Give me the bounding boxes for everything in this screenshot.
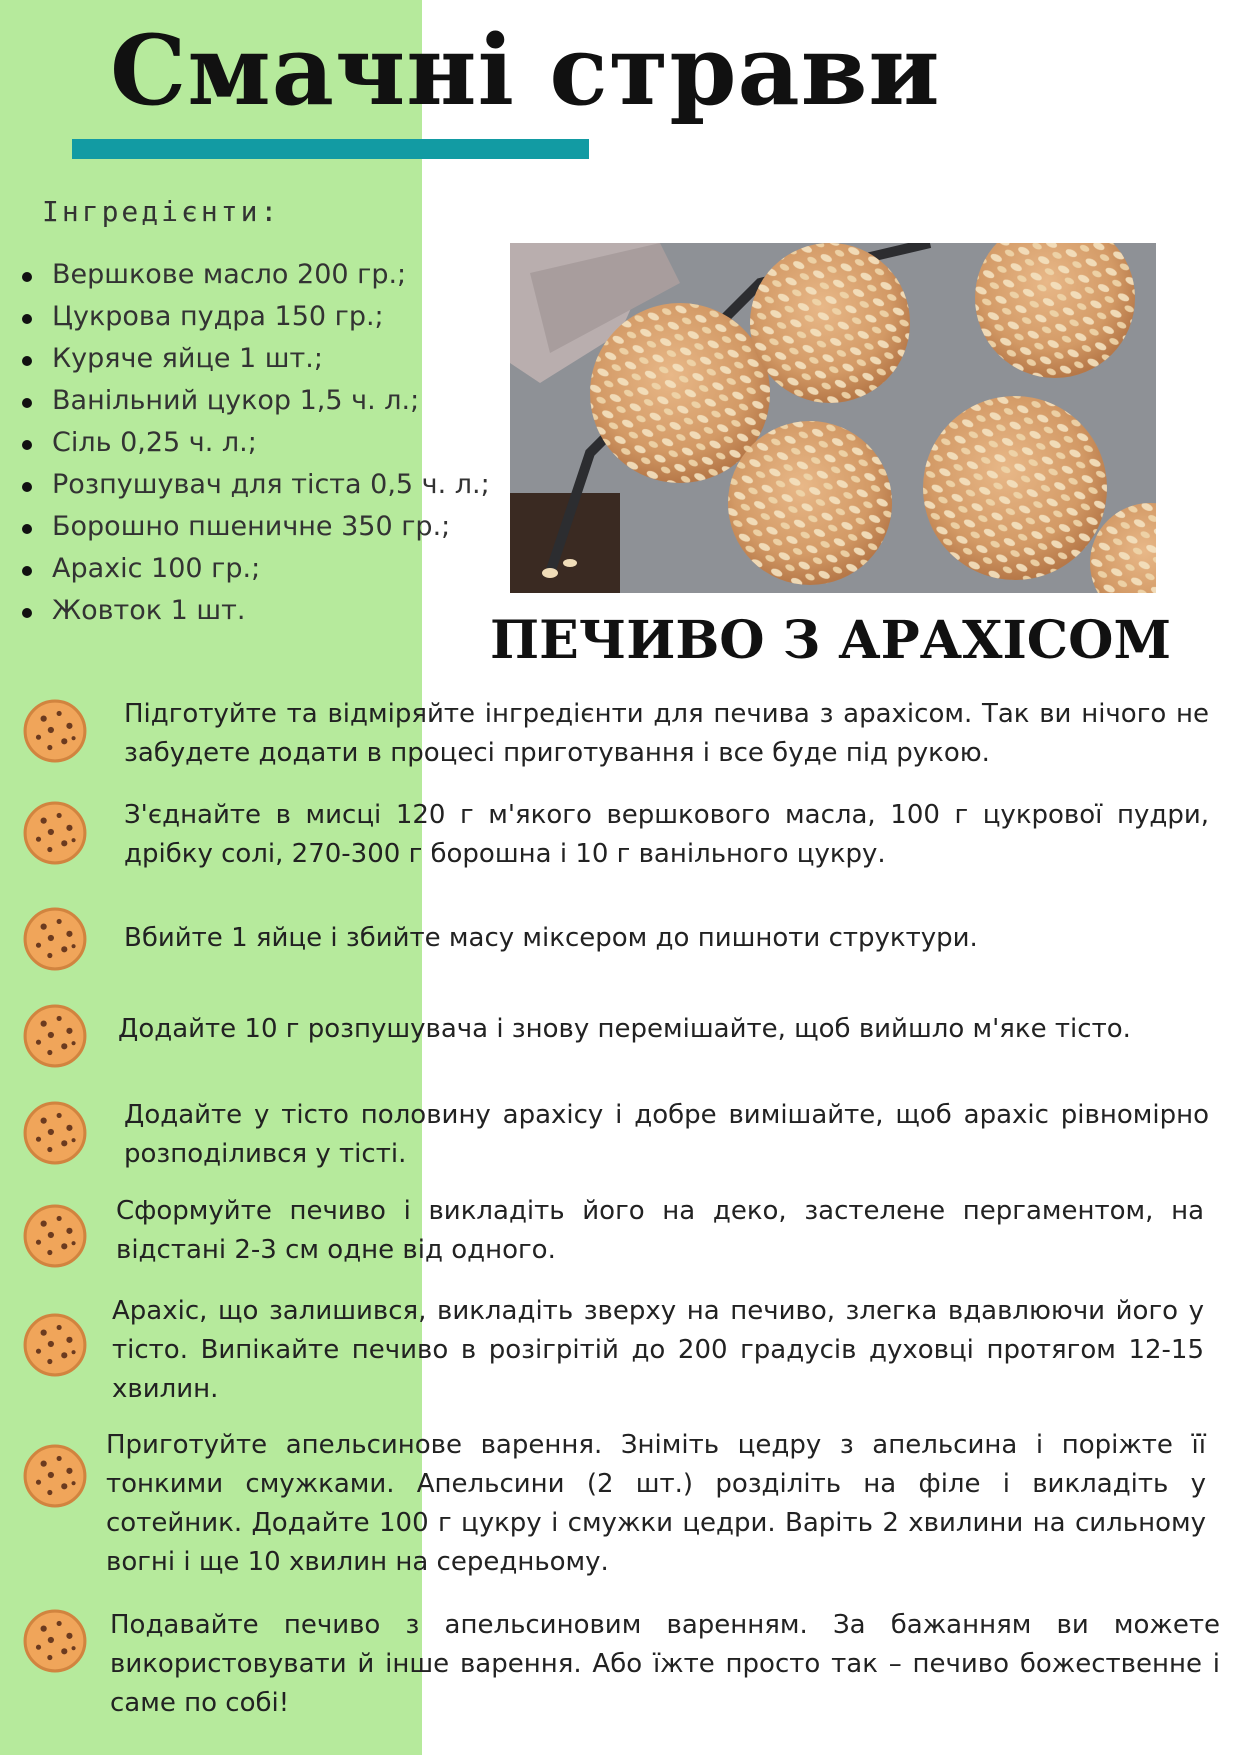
step-1-text: Підготуйте та відміряйте інгредієнти для печива з арахісом. Так ви нічого не забудете додати в процесі приготування і все буде під рукою. <box>124 699 1209 768</box>
ingredient-item: Цукрова пудра 150 гр.; <box>18 296 498 338</box>
step-8-text: Приготуйте апельсинове варення. Зніміть цедру з апельсина і поріжте її тонкими смужками. Апельсини (2 шт.) розділіть на філе і викладіть у сотейник. Додайте 100 г цукру і смужки цедри. Варіть 2 хвилини на сильному вогні і ще 10 хвилин на середньому. <box>106 1430 1206 1577</box>
step-7-text: Арахіс, що залишився, викладіть зверху на печиво, злегка вдавлюючи його у тісто. Випікайте печиво в розігрітій до 200 градусів духовці протягом 12-15 хвилин. <box>112 1296 1204 1404</box>
ingredient-item: Жовток 1 шт. <box>18 590 498 632</box>
step-6-text: Сформуйте печиво і викладіть його на деко, застелене пергаментом, на відстані 2-3 см одне від одного. <box>116 1196 1204 1265</box>
cookie-icon <box>22 1608 88 1674</box>
cookie-icon <box>22 1443 88 1509</box>
cookie-icon <box>22 1312 88 1378</box>
ingredient-item: Розпушувач для тіста 0,5 ч. л.; <box>18 464 498 506</box>
ingredient-item: Сіль 0,25 ч. л.; <box>18 422 498 464</box>
cookie-icon <box>22 1003 88 1069</box>
cookie-icon <box>22 906 88 972</box>
cookie-icon <box>22 800 88 866</box>
ingredient-item: Ванільний цукор 1,5 ч. л.; <box>18 380 498 422</box>
ingredient-item: Арахіс 100 гр.; <box>18 548 498 590</box>
ingredient-item: Вершкове масло 200 гр.; <box>18 254 498 296</box>
page-title: Смачні страви <box>110 14 941 127</box>
ingredient-item: Борошно пшеничне 350 гр.; <box>18 506 498 548</box>
ingredient-item: Куряче яйце 1 шт.; <box>18 338 498 380</box>
step-5-text: Додайте у тісто половину арахісу і добре вимішайте, щоб арахіс рівномірно розподілився у тісті. <box>124 1100 1209 1169</box>
cookie-icon <box>22 1100 88 1166</box>
cookie-icon <box>22 698 88 764</box>
step-9-text: Подавайте печиво з апельсиновим варенням. За бажанням ви можете використовувати й інше варення. Або їжте просто так – печиво божественне і саме по собі! <box>110 1610 1220 1718</box>
dish-title: ПЕЧИВО З АРАХІСОМ <box>490 610 1172 671</box>
step-3-text: Вбийте 1 яйце і збийте масу міксером до пишноти структури. <box>124 923 978 953</box>
cookie-icon <box>22 1203 88 1269</box>
step-4-text: Додайте 10 г розпушувача і знову перемішайте, щоб вийшло м'яке тісто. <box>118 1014 1131 1044</box>
step-2-text: З'єднайте в мисці 120 г м'якого вершкового масла, 100 г цукрової пудри, дрібку солі, 270-300 г борошна і 10 г ванільного цукру. <box>124 800 1209 869</box>
ingredients-heading: Інгредієнти: <box>42 195 281 228</box>
